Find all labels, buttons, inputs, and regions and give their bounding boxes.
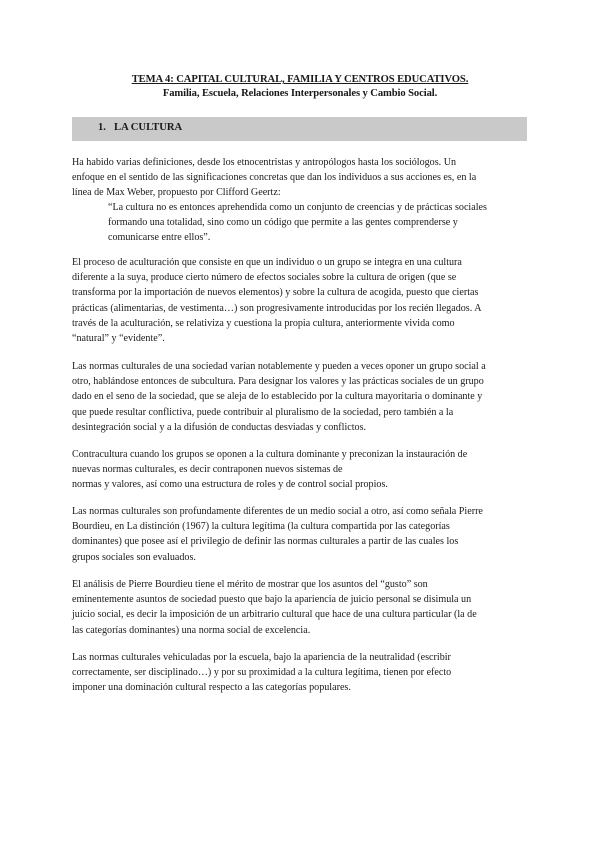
text-line: imponer una dominación cultural respecto a las categorías populares. — [72, 682, 351, 694]
paragraph-subcultura — [72, 359, 528, 435]
paragraph-contracultura — [72, 447, 528, 493]
text-line: través de la aculturación, se relativiza y cuestiona la propia cultura, anteriormente vivida como — [72, 317, 455, 329]
text-line: dominantes) que posee así el privilegio de definir las normas culturales a partir de las cuales los — [72, 536, 459, 548]
text-line: Contracultura cuando los grupos se oponen a la cultura dominante y preconizan la instauración de — [72, 449, 468, 460]
text-line: comunicarse entre ellos”. — [108, 232, 211, 244]
paragraph-intro — [72, 155, 528, 201]
text-line: desintegración social y a la difusión de conductas desviadas y conflictos. — [72, 421, 367, 433]
text-line: grupos sociales son evaluados. — [72, 551, 196, 563]
text-line: Las normas culturales de una sociedad varían notablemente y pueden a veces oponer un grupo social a — [72, 361, 486, 372]
text-line: que puede resultar conflictiva, puede contribuir al pluralismo de la sociedad, pero también a la — [72, 406, 454, 418]
text-line: eminentemente asuntos de sociedad puesto que bajo la apariencia de juicio personal se disimula un — [72, 594, 472, 606]
text-line: El proceso de aculturación que consiste en que un individuo o un grupo se integra en una cultura — [72, 257, 462, 268]
text-line: juicio social, es decir la imposición de un arbitrario cultural que hace de una cultura particular (la de — [72, 609, 477, 621]
geertz-quote — [108, 200, 526, 246]
text-line: Ha habido varias definiciones, desde los etnocentristas y antropólogos hasta los sociólogos. Un — [72, 157, 457, 168]
text-line: transforma por la importación de nuevos elementos) y sobre la cultura de acogida, puesto que ciertas — [72, 287, 479, 299]
text-line: normas y valores, así como una estructura de roles y de control social propios. — [72, 479, 388, 491]
text-line: diferente a la suya, produce cierto número de efectos sociales sobre la cultura de origen (que se — [72, 272, 457, 284]
text-line: Las normas culturales son profundamente diferentes de un medio social a otro, así como señala Pierre — [72, 506, 483, 517]
text-line: nuevas normas culturales, es decir contraponen nuevos sistemas de — [72, 464, 343, 476]
paragraph-gusto — [72, 577, 528, 638]
text-line: las categorías dominantes) una norma social de excelencia. — [72, 624, 311, 636]
paragraph-aculturacion — [72, 255, 528, 346]
text-line: “La cultura no es entonces aprehendida como un conjunto de creencias y de prácticas sociales — [108, 202, 487, 213]
text-line: El análisis de Pierre Bourdieu tiene el mérito de mostrar que los asuntos del “gusto” son — [72, 579, 428, 590]
text-line: prácticas (alimentarias, de vestimenta…) son progresivamente introducidas por los recién llegados. A — [72, 302, 482, 314]
text-line: enfoque en el sentido de las significaciones concretas que dan los individuos a sus acciones es, en la — [72, 172, 477, 184]
text-line: dado en el seno de la sociedad, que se aleja de lo establecido por la cultura mayoritaria o dominante y — [72, 391, 483, 403]
paragraph-bourdieu — [72, 504, 528, 565]
document-subtitle: Familia, Escuela, Relaciones Interpersonales y Cambio Social. — [162, 88, 438, 99]
text-line: línea de Max Weber, propuesto por Clifford Geertz: — [72, 187, 281, 199]
section-title: LA CULTURA — [114, 122, 183, 133]
section-number: 1. — [98, 122, 106, 133]
section-heading — [72, 117, 527, 141]
text-line: “natural” y “evidente”. — [72, 333, 165, 345]
text-line: formando una totalidad, sino como un código que permite a las gentes comprenderse y — [108, 217, 458, 229]
paragraph-escuela — [72, 650, 528, 696]
document-title: TEMA 4: CAPITAL CULTURAL, FAMILIA Y CENTROS EDUCATIVOS. — [131, 74, 469, 85]
text-line: otro, hablándose entonces de subcultura. Para designar los valores y las prácticas sociales de un grupo — [72, 376, 484, 388]
text-line: Bourdieu, en La distinción (1967) la cultura legítima (la cultura compartida por las categorías — [72, 521, 450, 533]
text-line: Las normas culturales vehiculadas por la escuela, bajo la apariencia de la neutralidad (escribir — [72, 652, 451, 663]
text-line: correctamente, ser disciplinado…) y por su proximidad a la cultura legítima, tienen por efecto — [72, 667, 452, 679]
